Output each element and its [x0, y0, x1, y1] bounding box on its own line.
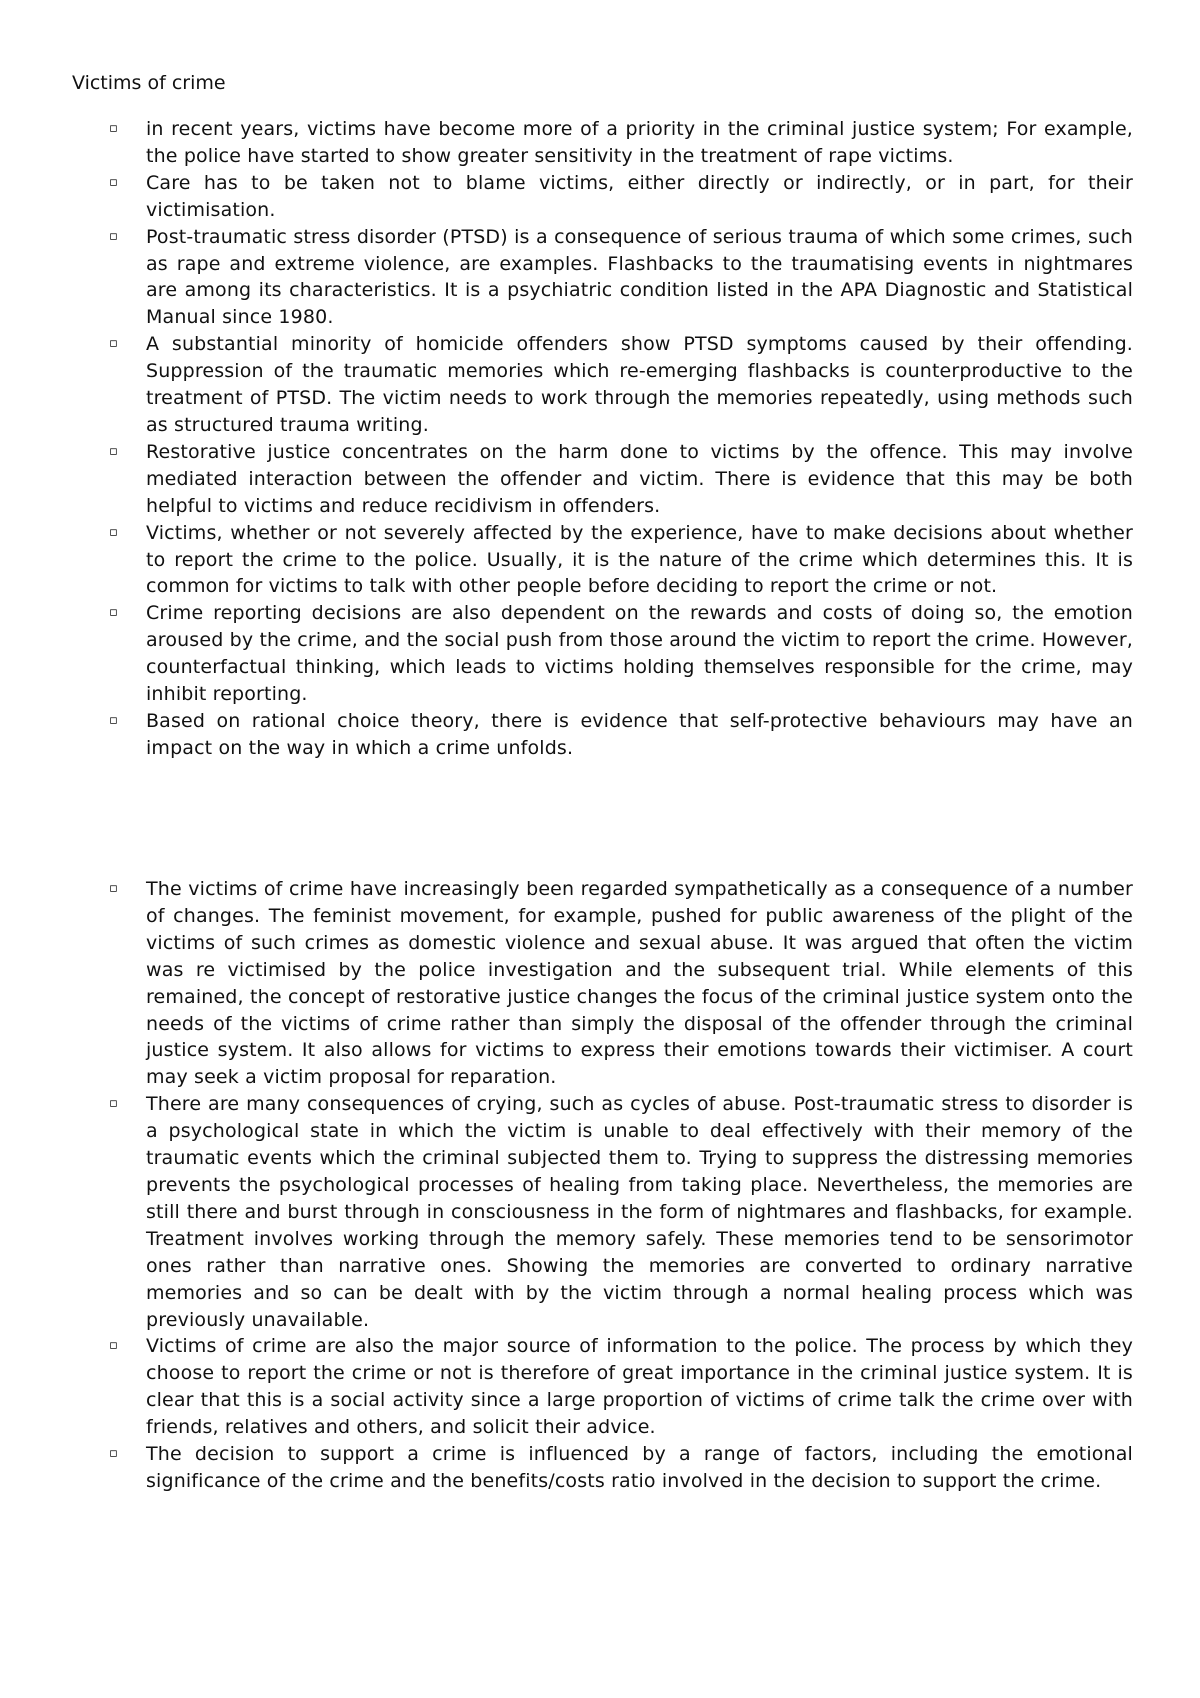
bullet-icon: ▫ [109, 712, 118, 728]
bullet-icon: ▫ [109, 228, 118, 244]
bullet-icon: ▫ [109, 121, 118, 136]
bullet-text: There are many consequences of crying, such as cycles of abuse. Post-traumatic stress to disorder is a psychological state in which the victim is unable to deal effectively with their memory of the traumatic events which the criminal subjected them to. Trying to suppress the distressing memories prevents the psychological processes of healing from taking place. Nevertheless, the memories are still there and burst through in consciousness in the form of nightmares and flashbacks, for example. Treatment involves working through the memory safely. These memories tend to be sensorimotor ones rather than narrative ones. Showing the memories are converted to ordinary narrative memories and so can be dealt with by the victim through a normal healing process which was previously unavailable. [146, 1093, 1133, 1331]
bullet-text: in recent years, victims have become more of a priority in the criminal justice system; For example, the police have started to show greater sensitivity in the treatment of rape victims. [146, 118, 1133, 167]
bullet-icon: ▫ [109, 1096, 118, 1112]
list-item [0, 224, 1133, 332]
bullet-text: Crime reporting decisions are also dependent on the rewards and costs of doing so, the emotion aroused by the crime, and the social push from those around the victim to report the crime. However, counterfactual thinking, which leads to victims holding themselves responsible for the crime, may inhibit reporting. [146, 602, 1133, 706]
bullet-icon: ▫ [109, 1338, 118, 1354]
bullet-icon: ▫ [109, 443, 118, 459]
bullet-icon: ▫ [109, 524, 118, 540]
list-item [0, 116, 1133, 170]
bullet-icon: ▫ [109, 174, 118, 190]
bullet-text: Care has to be taken not to blame victims, either directly or indirectly, or in part, for their victimisation. [146, 171, 1133, 221]
bullet-icon: ▫ [109, 1446, 118, 1462]
list-item [0, 876, 1133, 1091]
list-item [0, 331, 1133, 439]
list-item [0, 1333, 1133, 1441]
bullet-text: Post-traumatic stress disorder (PTSD) is a consequence of serious trauma of which some crimes, such as rape and extreme violence, are examples. Flashbacks to the traumatising events in nightmares are among its characteristics. It is a psychiatric condition listed in the APA Diagnostic and Statistical Manual since 1980. [146, 225, 1133, 329]
bullet-icon: ▫ [109, 336, 118, 352]
bullet-icon: ▫ [109, 605, 118, 621]
list-item [0, 170, 1133, 224]
list-item [0, 439, 1133, 520]
bullet-list-section-2 [0, 876, 1200, 1495]
bullet-list-section-1 [0, 116, 1200, 762]
bullet-text: Victims, whether or not severely affected by the experience, have to make decisions about whether to report the crime to the police. Usually, it is the nature of the crime which determines this. It is common for victims to talk with other people before deciding to report the crime or not. [146, 521, 1133, 598]
bullet-text: A substantial minority of homicide offenders show PTSD symptoms caused by their offending. Suppression of the traumatic memories which re-emerging flashbacks is counterproductive to the treatment of PTSD. The victim needs to work through the memories repeatedly, using methods such as structured trauma writing. [146, 333, 1133, 436]
bullet-icon: ▫ [109, 881, 118, 896]
bullet-text: Restorative justice concentrates on the harm done to victims by the offence. This may involve mediated interaction between the offender and victim. There is evidence that this may be both helpful to victims and reduce recidivism in offenders. [146, 440, 1133, 517]
bullet-text: Victims of crime are also the major source of information to the police. The process by which they choose to report the crime or not is therefore of great importance in the criminal justice system. It is clear that this is a social activity since a large proportion of victims of crime talk the crime over with friends, relatives and others, and solicit their advice. [146, 1335, 1133, 1439]
list-item [0, 600, 1133, 708]
bullet-text: The decision to support a crime is influenced by a range of factors, including the emotional significance of the crime and the benefits/costs ratio involved in the decision to support the crime. [146, 1443, 1133, 1492]
bullet-text: The victims of crime have increasingly been regarded sympathetically as a consequence of a number of changes. The feminist movement, for example, pushed for public awareness of the plight of the victims of such crimes as domestic violence and sexual abuse. It was argued that often the victim was re victimised by the police investigation and the subsequent trial. While elements of this remained, the concept of restorative justice changes the focus of the criminal justice system onto the needs of the victims of crime rather than simply the disposal of the offender through the criminal justice system. It also allows for victims to express their emotions towards their victimiser. A court may seek a victim proposal for reparation. [146, 878, 1133, 1089]
list-item [0, 1441, 1133, 1495]
list-item [0, 520, 1133, 601]
document-title: Victims of crime [72, 72, 226, 94]
list-item [0, 708, 1133, 762]
bullet-text: Based on rational choice theory, there is evidence that self-protective behaviours may have an impact on the way in which a crime unfolds. [146, 709, 1133, 759]
list-item [0, 1091, 1133, 1333]
